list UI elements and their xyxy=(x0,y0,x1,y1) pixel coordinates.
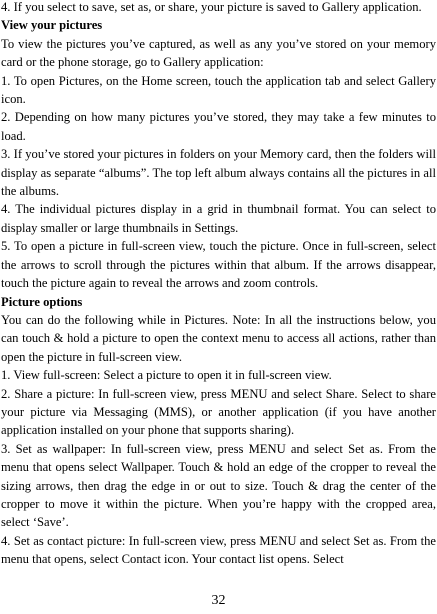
paragraph: 3. If you’ve stored your pictures in folders on your Memory card, then the folders will display as separate “albums”. The top left album always contains all the pictures in all the albums. xyxy=(1,147,436,199)
paragraph: 2. Depending on how many pictures you’ve stored, they may take a few minutes to load. xyxy=(1,110,436,143)
paragraph: 4. The individual pictures display in a grid in thumbnail format. You can select to display smaller or large thumbnails in Settings. xyxy=(1,202,436,235)
page-number: 32 xyxy=(211,593,226,608)
paragraph: 3. Set as wallpaper: In full-screen view, press MENU and select Set as. From the menu that opens select Wallpaper. Touch & hold an edge of the cropper to reveal the sizing arrows, then drag the edge in or out to size. Touch & drag the center of the cropper to move it within the picture. When you’re happy with the cropped area, select ‘Save’. xyxy=(1,441,436,530)
paragraph: 1. View full-screen: Select a picture to open it in full-screen view. xyxy=(1,368,332,383)
paragraph: 1. To open Pictures, on the Home screen, touch the application tab and select Gallery icon. xyxy=(1,73,436,107)
intro-paragraph: 4. If you select to save, set as, or share, your picture is saved to Gallery application. xyxy=(1,0,422,14)
paragraph: 2. Share a picture: In full-screen view, press MENU and select Share. Select to share your picture via Messaging (MMS), or another application (if you have another application installed on your phone that supports sharing). xyxy=(1,386,436,438)
section-heading-view-pictures: View your pictures xyxy=(1,18,103,33)
paragraph: 4. Set as contact picture: In full-screen view, press MENU and select Set as. From the menu that opens, select Contact icon. Your contact list opens. Select xyxy=(1,533,436,567)
paragraph: You can do the following while in Pictures. Note: In all the instructions below, you can touch & hold a picture to open the context menu to access all actions, rather than open the picture in full-screen view. xyxy=(1,312,436,364)
section-heading-picture-options: Picture options xyxy=(1,294,83,309)
document-body xyxy=(1,0,436,569)
paragraph: To view the pictures you’ve captured, as well as any you’ve stored on your memory card or the phone storage, go to Gallery application: xyxy=(1,36,436,70)
paragraph: 5. To open a picture in full-screen view, touch the picture. Once in full-screen, select the arrows to scroll through the pictures within that album. If the arrows disappear, touch the picture again to reveal the arrows and zoom controls. xyxy=(1,239,436,291)
